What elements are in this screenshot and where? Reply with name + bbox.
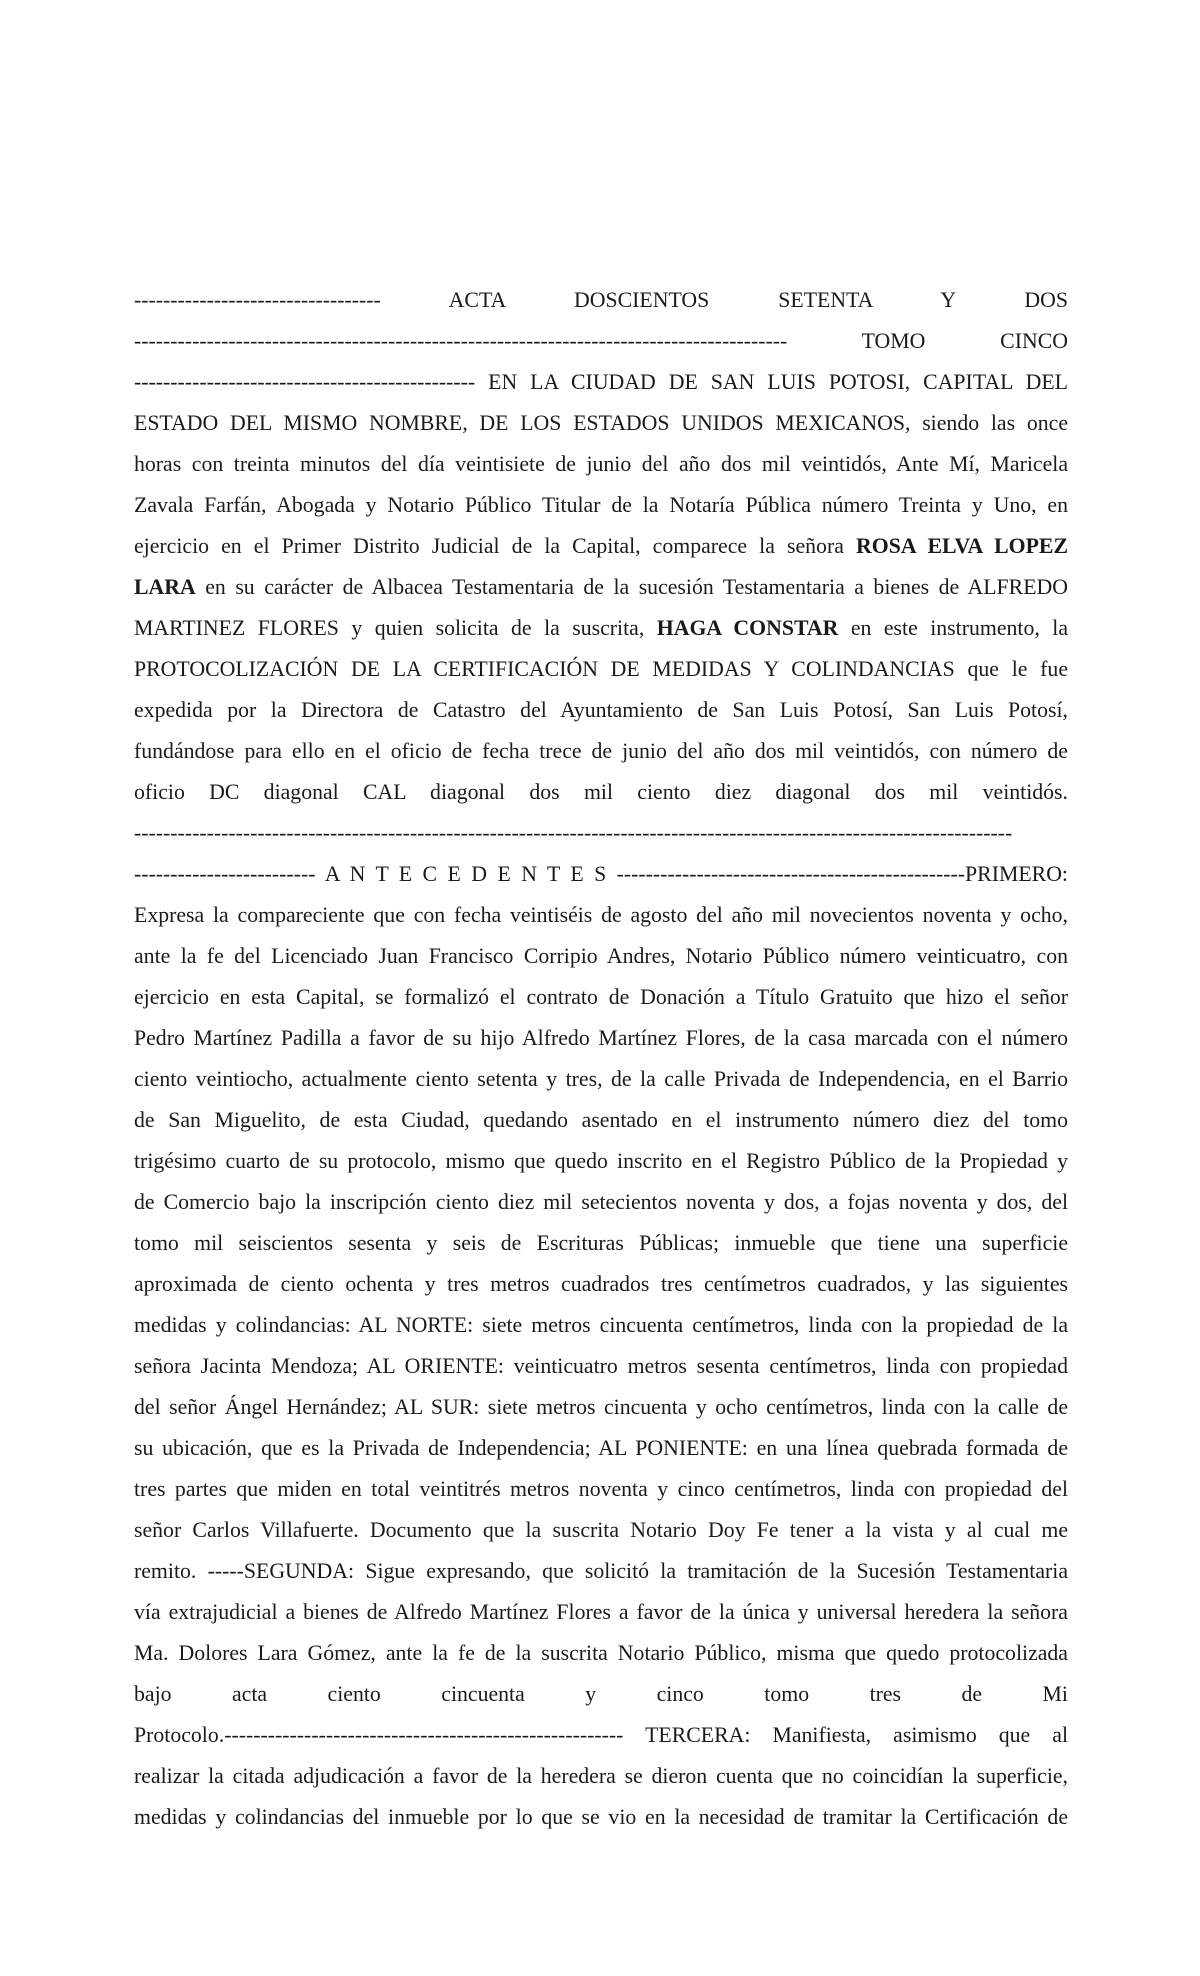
text-line [134,977,1068,1018]
text-segment: en este instrumento, la [838,616,1068,640]
text-segment: en su carácter de Albacea Testamentaria de la sucesión Testamentaria a bienes de ALFREDO [195,575,1068,599]
text-segment: remito. -----SEGUNDA: Sigue expresando, que solicitó la tramitación de la Sucesión Testamentaria [134,1559,1068,1583]
text-line [134,690,1068,731]
text-line [134,362,1068,403]
text-segment: PROTOCOLIZACIÓN DE LA CERTIFICACIÓN DE MEDIDAS Y COLINDANCIAS que le fue [134,657,1068,681]
text-segment: señor Carlos Villafuerte. Documento que la suscrita Notario Doy Fe tener a la vista y al cual me [134,1518,1068,1542]
text-line [134,649,1068,690]
text-segment: de San Miguelito, de esta Ciudad, quedando asentado en el instrumento número diez del tomo [134,1108,1068,1132]
text-line [134,1797,1068,1838]
text-line [134,895,1068,936]
text-line [134,1223,1068,1264]
text-line [134,444,1068,485]
text-line [134,936,1068,977]
text-line [134,321,1068,362]
text-segment: ejercicio en el Primer Distrito Judicial de la Capital, comparece la señora [134,534,856,558]
text-line [134,1633,1068,1674]
bold-text-segment: ROSA ELVA LOPEZ [856,534,1068,558]
text-segment: Protocolo.------------------------------------------------------- TERCERA: Manifiesta, asimismo que al [134,1723,1068,1747]
text-segment: trigésimo cuarto de su protocolo, mismo que quedo inscrito en el Registro Público de la Propiedad y [134,1149,1068,1173]
bold-text-segment: LARA [134,575,196,599]
text-line [134,403,1068,444]
text-segment: medidas y colindancias: AL NORTE: siete metros cincuenta centímetros, linda con la propiedad de la [134,1313,1068,1337]
text-line [134,813,1068,854]
text-line [134,1756,1068,1797]
text-segment: Zavala Farfán, Abogada y Notario Público Titular de la Notaría Pública número Treinta y Uno, en [134,493,1068,517]
text-line [134,1018,1068,1059]
text-segment: ----------------------------------------------- EN LA CIUDAD DE SAN LUIS POTOSI, CAPITAL DEL [134,370,1068,394]
text-segment: ejercicio en esta Capital, se formalizó el contrato de Donación a Título Gratuito que hizo el señor [134,985,1068,1009]
bold-text-segment: HAGA CONSTAR [656,616,839,640]
text-segment: tomo mil seiscientos sesenta y seis de Escrituras Públicas; inmueble que tiene una superficie [134,1231,1068,1255]
text-line [134,1387,1068,1428]
text-line [134,1469,1068,1510]
text-line [134,1059,1068,1100]
text-segment: Ma. Dolores Lara Gómez, ante la fe de la suscrita Notario Público, misma que quedo protocolizada [134,1641,1068,1665]
text-segment: de Comercio bajo la inscripción ciento diez mil setecientos noventa y dos, a fojas noventa y dos, del [134,1190,1068,1214]
text-line [134,731,1068,772]
text-segment: oficio DC diagonal CAL diagonal dos mil ciento diez diagonal dos mil veintidós. [134,780,1068,804]
text-line [134,1551,1068,1592]
text-line [134,280,1068,321]
text-segment: ciento veintiocho, actualmente ciento setenta y tres, de la calle Privada de Independencia, en el Barrio [134,1067,1068,1091]
text-segment: MARTINEZ FLORES y quien solicita de la suscrita, [134,616,657,640]
text-segment: ESTADO DEL MISMO NOMBRE, DE LOS ESTADOS UNIDOS MEXICANOS, siendo las once [134,411,1068,435]
text-segment: Expresa la compareciente que con fecha veintiséis de agosto del año mil novecientos noventa y ocho, [134,903,1068,927]
text-segment: ------------------------------------------------------------------------------------------ TOMO CINCO [134,329,1068,353]
text-segment: del señor Ángel Hernández; AL SUR: siete metros cincuenta y ocho centímetros, linda con la calle de [134,1395,1068,1419]
text-line [134,854,1068,895]
text-line [134,1182,1068,1223]
text-segment: ------------------------- A N T E C E D E N T E S ------------------------------------------------PRIMERO: [134,862,1068,886]
text-segment: medidas y colindancias del inmueble por lo que se vio en la necesidad de tramitar la Certificación de [134,1805,1068,1829]
text-line [134,772,1068,813]
document-body [134,280,1068,1838]
text-segment: tres partes que miden en total veintitrés metros noventa y cinco centímetros, linda con propiedad del [134,1477,1068,1501]
text-line [134,1264,1068,1305]
text-line [134,1592,1068,1633]
text-segment: Pedro Martínez Padilla a favor de su hijo Alfredo Martínez Flores, de la casa marcada con el número [134,1026,1068,1050]
text-line [134,1428,1068,1469]
text-segment: horas con treinta minutos del día veintisiete de junio del año dos mil veintidós, Ante Mí, Maricela [134,452,1068,476]
text-line [134,1674,1068,1715]
text-segment: bajo acta ciento cincuenta y cinco tomo tres de Mi [134,1682,1068,1706]
text-line [134,485,1068,526]
text-segment: ------------------------------------------------------------------------------------------------------------------------- [134,821,1013,845]
text-segment: señora Jacinta Mendoza; AL ORIENTE: veinticuatro metros sesenta centímetros, linda con propiedad [134,1354,1068,1378]
text-line [134,1100,1068,1141]
text-segment: aproximada de ciento ochenta y tres metros cuadrados tres centímetros cuadrados, y las siguientes [134,1272,1068,1296]
text-line [134,608,1068,649]
text-line [134,1715,1068,1756]
text-segment: realizar la citada adjudicación a favor de la heredera se dieron cuenta que no coincidían la superficie, [134,1764,1068,1788]
text-line [134,567,1068,608]
text-segment: fundándose para ello en el oficio de fecha trece de junio del año dos mil veintidós, con número de [134,739,1068,763]
text-line [134,1346,1068,1387]
text-segment: ante la fe del Licenciado Juan Francisco Corripio Andres, Notario Público número veinticuatro, con [134,944,1068,968]
text-line [134,1305,1068,1346]
text-segment: su ubicación, que es la Privada de Independencia; AL PONIENTE: en una línea quebrada formada de [134,1436,1068,1460]
text-segment: vía extrajudicial a bienes de Alfredo Martínez Flores a favor de la única y universal heredera la señora [134,1600,1068,1624]
text-line [134,526,1068,567]
text-segment: ---------------------------------- ACTA DOSCIENTOS SETENTA Y DOS [134,288,1068,312]
text-segment: expedida por la Directora de Catastro del Ayuntamiento de San Luis Potosí, San Luis Potosí, [134,698,1068,722]
text-line [134,1510,1068,1551]
text-line [134,1141,1068,1182]
